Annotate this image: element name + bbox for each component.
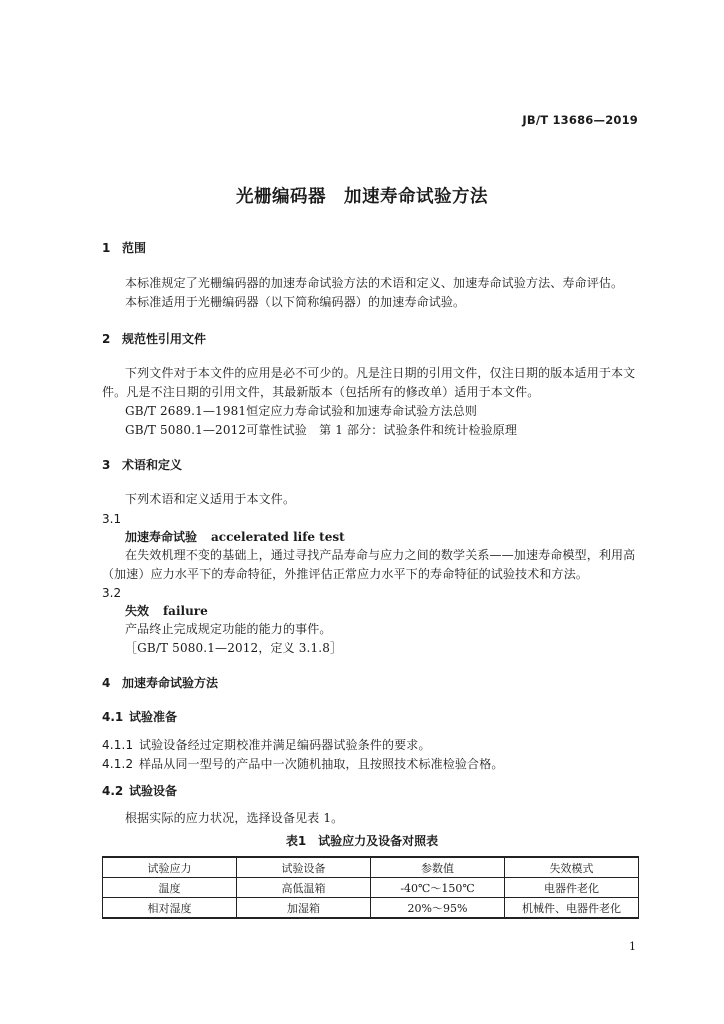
table-caption: 表1 试验应力及设备对照表 [285, 834, 439, 848]
table-header-cell: 参数值 [371, 857, 505, 878]
definition-line: 产品终止完成规定功能的能力的事件。 [125, 622, 332, 636]
table-row [103, 878, 639, 898]
section-title: 规范性引用文件 [122, 332, 207, 346]
section-2-heading [102, 333, 206, 345]
paragraph: 下列术语和定义适用于本文件。 [125, 492, 296, 506]
section-3-heading [102, 459, 182, 471]
term-english: failure [163, 604, 208, 618]
section-title: 范围 [122, 241, 147, 255]
subsection-4-2-heading [102, 785, 177, 797]
clause-text: 试验设备经过定期校准并满足编码器试验条件的要求。 [139, 738, 431, 752]
section-1-heading [102, 242, 146, 254]
paragraph: 根据实际的应力状况，选择设备见表 1。 [125, 811, 344, 825]
table-cell: 相对湿度 [103, 898, 237, 919]
reference-item [125, 405, 477, 417]
table-cell: -40℃～150℃ [371, 878, 505, 898]
clause-number: 4.1.1 [102, 738, 134, 752]
definition-line: 在失效机理不变的基础上，通过寻找产品寿命与应力之间的数学关系——加速寿命模型，利用高 [125, 548, 636, 562]
standard-number: JB/T 13686—2019 [522, 113, 638, 127]
reference-item [125, 424, 517, 436]
reference-code: GB/T 5080.1—2012 [125, 423, 247, 437]
clause-text: 样品从同一型号的产品中一次随机抽取，且按照技术标准检验合格。 [139, 757, 504, 771]
section-number: 3 [102, 458, 111, 472]
paragraph: 本标准适用于光栅编码器（以下简称编码器）的加速寿命试验。 [125, 295, 466, 309]
clause-item [102, 739, 431, 751]
definition-line: （加速）应力水平下的寿命特征，外推评估正常应力水平下的寿命特征的试验技术和方法。 [102, 567, 589, 581]
section-number: 4 [102, 676, 111, 690]
subsection-title: 试验准备 [129, 710, 178, 724]
table-cell: 温度 [103, 878, 237, 898]
table-cell: 机械件、电器件老化 [505, 898, 639, 919]
table-cell: 高低温箱 [237, 878, 371, 898]
page-number: 1 [629, 940, 636, 953]
section-title: 加速寿命试验方法 [122, 676, 219, 690]
term-heading [125, 605, 208, 617]
subsection-title: 试验设备 [129, 784, 178, 798]
term-chinese: 加速寿命试验 [125, 530, 198, 544]
clause-item [102, 758, 504, 770]
section-number: 1 [102, 241, 111, 255]
section-4-heading [102, 677, 218, 689]
term-heading [125, 531, 345, 543]
subsection-number: 4.1 [102, 710, 124, 724]
term-number: 3.2 [102, 586, 122, 600]
document-title: 光栅编码器 加速寿命试验方法 [236, 187, 488, 207]
table-header-cell: 试验应力 [103, 857, 237, 878]
term-number: 3.1 [102, 512, 122, 526]
reference-title: 恒定应力寿命试验和加速寿命试验方法总则 [246, 404, 478, 418]
table-header-cell: 失效模式 [505, 857, 639, 878]
reference-title: 可靠性试验 第 1 部分：试验条件和统计检验原理 [246, 423, 518, 437]
equipment-table [102, 856, 639, 919]
paragraph-line: 件。凡是不注日期的引用文件，其最新版本（包括所有的修改单）适用于本文件。 [102, 385, 540, 399]
subsection-4-1-heading [102, 711, 177, 723]
table-cell: 电器件老化 [505, 878, 639, 898]
subsection-number: 4.2 [102, 784, 124, 798]
definition-source: ［GB/T 5080.1—2012，定义 3.1.8］ [125, 641, 343, 655]
paragraph: 本标准规定了光栅编码器的加速寿命试验方法的术语和定义、加速寿命试验方法、寿命评估。 [125, 276, 624, 290]
term-english: accelerated life test [211, 530, 345, 544]
reference-code: GB/T 2689.1—1981 [125, 404, 247, 418]
clause-number: 4.1.2 [102, 757, 134, 771]
term-chinese: 失效 [125, 604, 150, 618]
table-cell: 20%～95% [371, 898, 505, 919]
table-header-cell: 试验设备 [237, 857, 371, 878]
paragraph-line: 下列文件对于本文件的应用是必不可少的。凡是注日期的引用文件，仅注日期的版本适用于本文 [125, 366, 636, 380]
table-row [103, 898, 639, 919]
section-number: 2 [102, 332, 111, 346]
section-title: 术语和定义 [122, 458, 183, 472]
table-header-row [103, 857, 639, 878]
table-cell: 加湿箱 [237, 898, 371, 919]
